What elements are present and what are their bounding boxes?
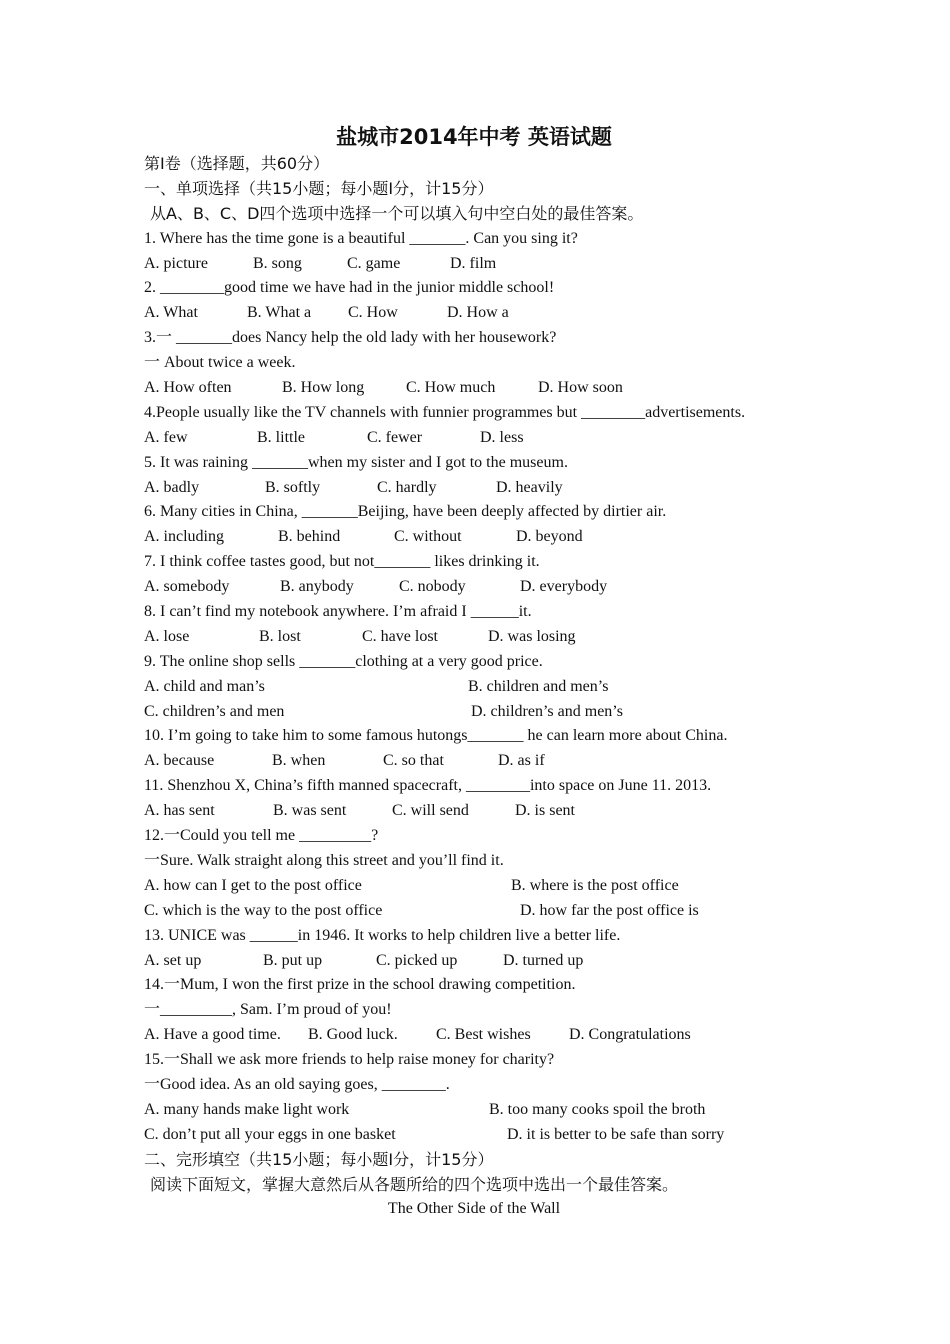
question-stem: 1. Where has the time gone is a beautiful _______. Can you sing it?: [144, 229, 578, 247]
question-dialogue-line: 一Sure. Walk straight along this street and you’ll find it.: [144, 851, 504, 869]
answer-option: C. children’s and men: [144, 702, 285, 720]
answer-option: D. it is better to be safe than sorry: [507, 1125, 725, 1143]
question-dialogue-line: 一 About twice a week.: [144, 354, 296, 372]
option-row: [144, 575, 804, 600]
answer-option: C. which is the way to the post office: [144, 901, 383, 919]
question-stem: 10. I’m going to take him to some famous hutongs_______ he can learn more about China.: [144, 727, 728, 745]
answer-option: D. film: [450, 254, 497, 272]
answer-option: D. how far the post office is: [520, 901, 699, 919]
question-stem: 12.一Could you tell me _________?: [144, 827, 379, 845]
option-row: [144, 252, 804, 277]
question-stem: 3.一 _______does Nancy help the old lady with her housework?: [144, 329, 557, 347]
answer-option: D. beyond: [516, 528, 583, 546]
answer-option: D. as if: [498, 752, 545, 770]
answer-option: D. was losing: [488, 627, 576, 645]
question-stem: 15.一Shall we ask more friends to help raise money for charity?: [144, 1051, 555, 1069]
option-row: [144, 1023, 804, 1048]
option-row: [144, 301, 804, 326]
option-row: [144, 874, 804, 899]
answer-option: C. will send: [392, 802, 469, 820]
section1-instruction: 从A、B、C、D四个选项中选择一个可以填入句中空白处的最佳答案。: [150, 203, 644, 223]
answer-option: B. How long: [282, 379, 365, 397]
answer-option: C. Best wishes: [436, 1026, 531, 1044]
answer-option: D. turned up: [503, 951, 584, 969]
option-row: [144, 476, 804, 501]
answer-option: A. picture: [144, 254, 208, 272]
section1-heading: 一、单项选择（共15小题；每小题Ⅰ分，计15分）: [144, 178, 494, 198]
question-stem: 4.People usually like the TV channels with funnier programmes but ________advertisements.: [144, 403, 746, 421]
answer-option: A. many hands make light work: [144, 1100, 350, 1118]
answer-option: A. somebody: [144, 578, 230, 596]
passage-title: The Other Side of the Wall: [387, 1200, 561, 1218]
section2-instruction: 阅读下面短文，掌握大意然后从各题所给的四个选项中选出一个最佳答案。: [150, 1174, 679, 1194]
option-row: [144, 675, 804, 700]
answer-option: B. softly: [265, 478, 321, 496]
answer-option: B. where is the post office: [511, 876, 679, 894]
answer-option: D. is sent: [515, 802, 575, 820]
answer-option: B. What a: [247, 304, 312, 322]
answer-option: B. behind: [278, 528, 341, 546]
answer-option: B. song: [253, 254, 302, 272]
answer-option: B. too many cooks spoil the broth: [489, 1100, 706, 1118]
answer-option: D. less: [480, 428, 524, 446]
answer-option: B. when: [272, 752, 326, 770]
answer-option: A. lose: [144, 627, 190, 645]
question-stem: 8. I can’t find my notebook anywhere. I’m afraid I ______it.: [144, 603, 532, 621]
answer-option: A. badly: [144, 478, 200, 496]
answer-option: A. set up: [144, 951, 202, 969]
answer-option: C. have lost: [362, 627, 438, 645]
option-row: [144, 525, 804, 550]
question-stem: 2. ________good time we have had in the junior middle school!: [144, 279, 555, 297]
answer-option: C. game: [347, 254, 401, 272]
question-stem: 14.一Mum, I won the first prize in the school drawing competition.: [144, 976, 576, 994]
option-row: [144, 949, 804, 974]
answer-option: A. few: [144, 428, 188, 446]
answer-option: B. was sent: [273, 802, 347, 820]
answer-option: C. hardly: [377, 478, 437, 496]
option-row: [144, 799, 804, 824]
option-row: [144, 1098, 804, 1123]
answer-option: A. What: [144, 304, 198, 322]
question-stem: 9. The online shop sells _______clothing at a very good price.: [144, 652, 543, 670]
part-heading: 第Ⅰ卷（选择题，共60分）: [144, 154, 330, 173]
answer-option: A. How often: [144, 379, 232, 397]
answer-option: C. don’t put all your eggs in one basket: [144, 1125, 396, 1143]
option-row: [144, 1123, 804, 1148]
answer-option: C. without: [394, 528, 462, 546]
question-stem: 11. Shenzhou X, China’s fifth manned spacecraft, ________into space on June 11. 2013.: [144, 777, 712, 795]
answer-option: B. put up: [263, 951, 323, 969]
option-row: [144, 426, 804, 451]
answer-option: A. Have a good time.: [144, 1026, 281, 1044]
answer-option: D. everybody: [520, 578, 608, 596]
exam-page: [144, 122, 804, 1222]
answer-option: C. How much: [406, 379, 496, 397]
answer-option: D. How soon: [538, 379, 623, 397]
option-row: [144, 376, 804, 401]
answer-option: A. including: [144, 528, 224, 546]
question-stem: 7. I think coffee tastes good, but not_______ likes drinking it.: [144, 553, 540, 571]
answer-option: A. how can I get to the post office: [144, 876, 362, 894]
answer-option: B. lost: [259, 627, 301, 645]
answer-option: D. children’s and men’s: [471, 702, 623, 720]
answer-option: B. children and men’s: [468, 677, 609, 695]
answer-option: B. little: [257, 428, 305, 446]
option-row: [144, 899, 804, 924]
question-stem: 6. Many cities in China, _______Beijing, have been deeply affected by dirtier air.: [144, 503, 667, 521]
question-stem: 13. UNICE was ______in 1946. It works to help children live a better life.: [144, 926, 621, 944]
question-dialogue-line: 一_________, Sam. I’m proud of you!: [144, 1001, 392, 1019]
answer-option: C. nobody: [399, 578, 466, 596]
answer-option: B. anybody: [280, 578, 354, 596]
option-row: [144, 749, 804, 774]
answer-option: C. picked up: [376, 951, 458, 969]
answer-option: D. heavily: [496, 478, 563, 496]
option-row: [144, 700, 804, 725]
answer-option: C. so that: [383, 752, 444, 770]
answer-option: D. How a: [447, 304, 509, 322]
answer-option: B. Good luck.: [308, 1026, 398, 1044]
question-stem: 5. It was raining _______when my sister and I got to the museum.: [144, 453, 568, 471]
answer-option: A. because: [144, 752, 215, 770]
answer-option: A. child and man’s: [144, 677, 265, 695]
exam-title: 盐城市2014年中考 英语试题: [336, 125, 612, 149]
question-list: [144, 227, 804, 1148]
answer-option: C. fewer: [367, 428, 423, 446]
section2-heading: 二、完形填空（共15小题；每小题Ⅰ分，计15分）: [144, 1149, 494, 1169]
answer-option: A. has sent: [144, 802, 215, 820]
answer-option: C. How: [348, 304, 398, 322]
option-row: [144, 625, 804, 650]
question-dialogue-line: 一Good idea. As an old saying goes, ________.: [144, 1075, 450, 1093]
answer-option: D. Congratulations: [569, 1026, 691, 1044]
